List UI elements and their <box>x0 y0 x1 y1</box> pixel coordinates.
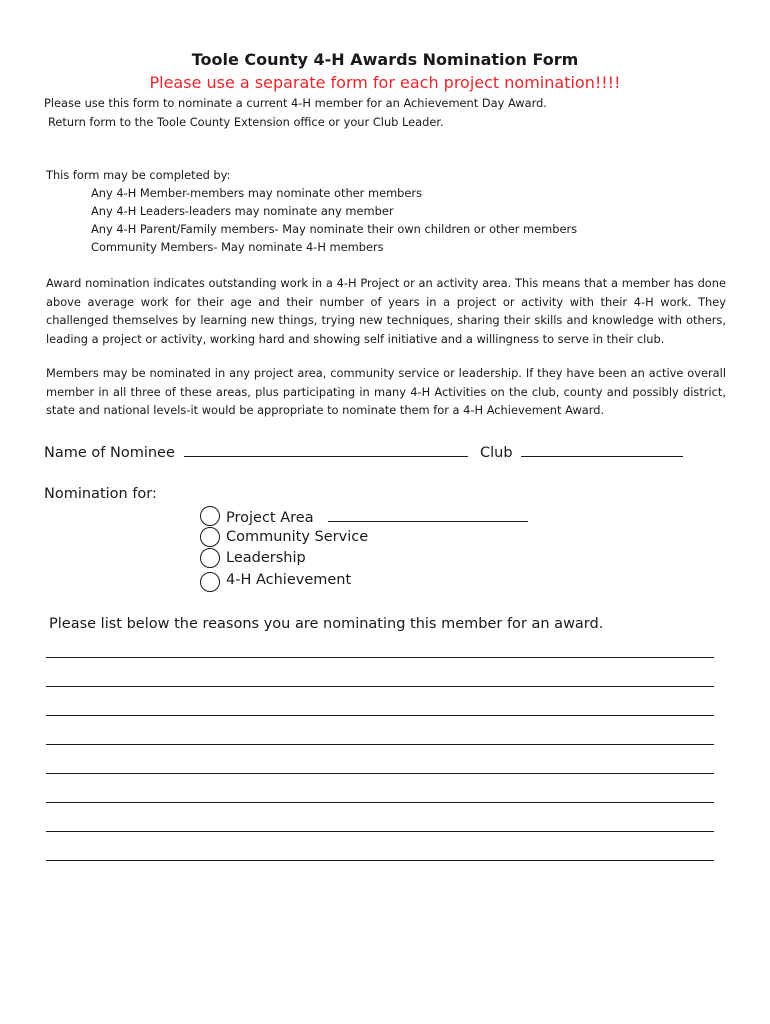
option-project-area: Project Area <box>226 510 314 527</box>
achievement-radio[interactable] <box>200 572 220 592</box>
project-area-radio[interactable] <box>200 506 220 526</box>
intro-line-1: Please use this form to nominate a current 4-H member for an Achievement Day Award. <box>44 96 547 110</box>
completed-by-item: Any 4-H Member-members may nominate other members <box>91 186 423 200</box>
club-field[interactable] <box>521 443 683 457</box>
reasons-prompt: Please list below the reasons you are nominating this member for an award. <box>49 616 604 632</box>
leadership-radio[interactable] <box>200 548 220 568</box>
nominee-row <box>44 443 468 461</box>
completed-by-item: Any 4-H Leaders-leaders may nominate any member <box>91 204 394 218</box>
reason-line[interactable] <box>46 686 714 687</box>
project-area-field[interactable] <box>328 508 528 522</box>
completed-by-heading: This form may be completed by: <box>46 168 231 182</box>
nominee-label: Name of Nominee <box>44 445 175 462</box>
nominee-name-field[interactable] <box>184 443 468 457</box>
option-4h-achievement: 4-H Achievement <box>226 572 352 588</box>
reason-line[interactable] <box>46 744 714 745</box>
completed-by-item: Community Members- May nominate 4-H members <box>91 240 384 254</box>
nomination-for-label: Nomination for: <box>44 486 157 502</box>
reason-line[interactable] <box>46 657 714 658</box>
intro-line-2: Return form to the Toole County Extension office or your Club Leader. <box>48 115 444 129</box>
project-area-row <box>226 508 528 526</box>
reason-line[interactable] <box>46 773 714 774</box>
option-leadership: Leadership <box>226 550 306 566</box>
club-row <box>480 443 683 461</box>
community-service-radio[interactable] <box>200 527 220 547</box>
form-subtitle: Please use a separate form for each project nomination!!!! <box>149 73 621 92</box>
reason-line[interactable] <box>46 831 714 832</box>
reason-line[interactable] <box>46 715 714 716</box>
reason-line[interactable] <box>46 860 714 861</box>
description-paragraph-1: Award nomination indicates outstanding work in a 4-H Project or an activity area. This means that a member has done above average work for their age and their number of years in a project or activity with their 4-H work. They challenged themselves by learning new things, trying new techniques, sharing their skills and knowledge with others, leading a project or activity, working hard and showing self initiative and a willingness to serve in their club. <box>46 276 726 346</box>
club-label: Club <box>480 445 513 462</box>
form-title: Toole County 4-H Awards Nomination Form <box>191 50 579 69</box>
reason-line[interactable] <box>46 802 714 803</box>
completed-by-item: Any 4-H Parent/Family members- May nominate their own children or other members <box>91 222 578 236</box>
option-community-service: Community Service <box>226 529 369 545</box>
description-paragraph-2: Members may be nominated in any project area, community service or leadership. If they have been an active overall member in all three of these areas, plus participating in many 4-H Activities on the club, county and possibly district, state and national levels-it would be appropriate to nominate them for a 4-H Achievement Award. <box>46 366 726 417</box>
